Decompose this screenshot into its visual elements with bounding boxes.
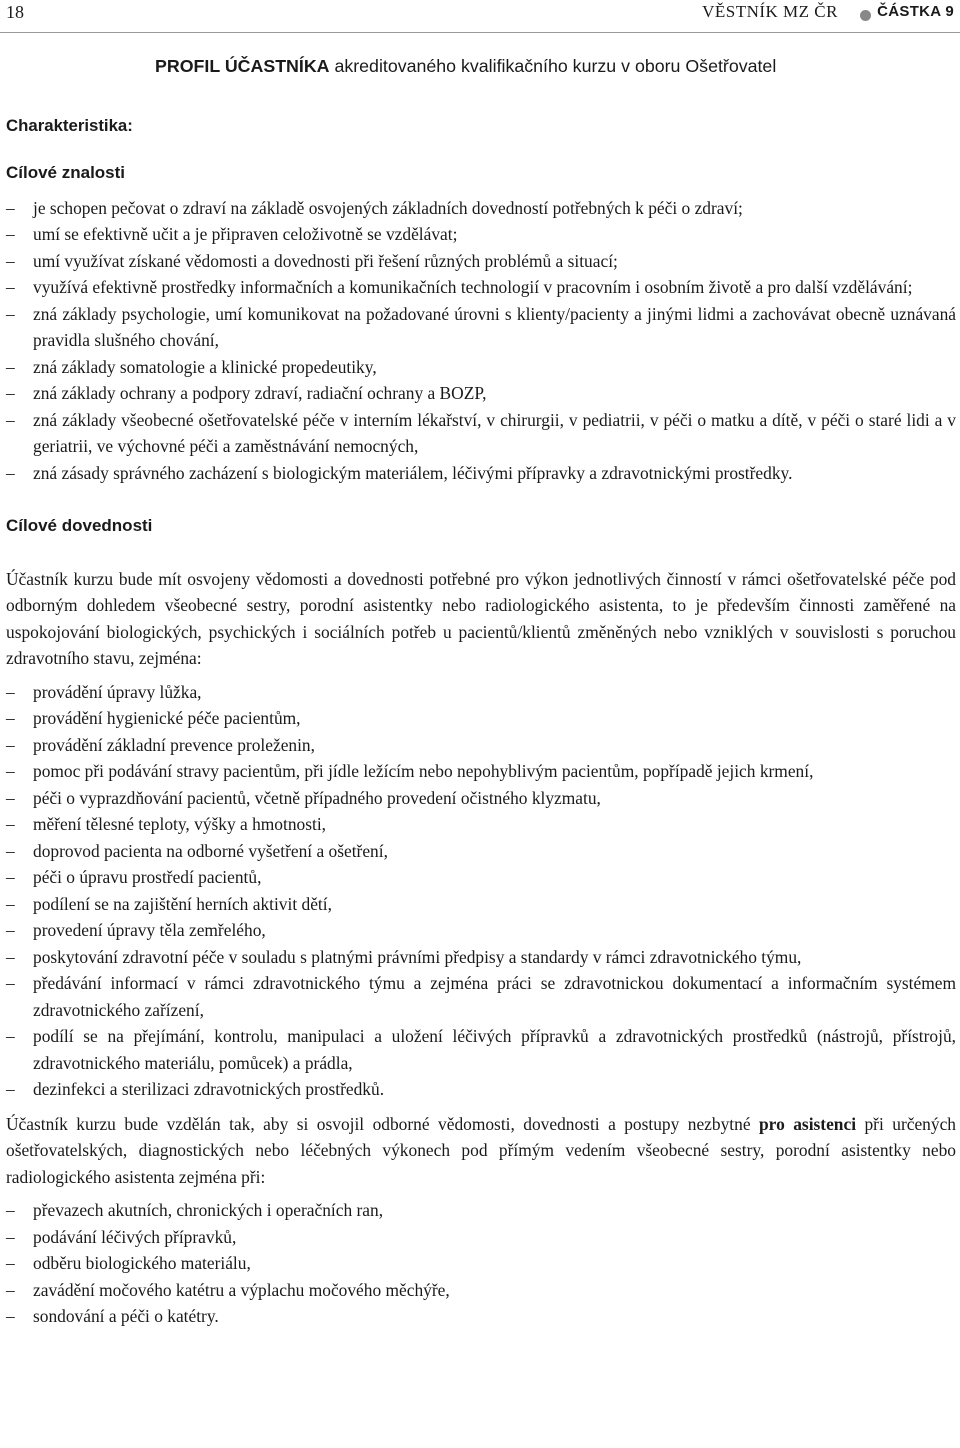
- list-item-text: zná základy psychologie, umí komunikovat na požadované úrovni s klienty/pacienty a jinými lidmi a zachovávat obecně uznávaná pravidla slušného chování,: [33, 303, 956, 350]
- list-item-text: pomoc při podávání stravy pacientům, při jídle ležícím nebo nepohyblivým pacientům, popřípadě jejich krmení,: [33, 761, 814, 781]
- list-item-text: podílení se na zajištění herních aktivit dětí,: [33, 893, 332, 914]
- list-item: [6, 917, 956, 944]
- journal-title: VĚSTNÍK MZ ČR: [702, 2, 838, 21]
- list-item-text: umí využívat získané vědomosti a dovednosti při řešení různých problémů a situací;: [33, 250, 618, 271]
- dash-bullet: –: [6, 867, 15, 887]
- dash-bullet: –: [6, 1253, 15, 1273]
- list-item: [6, 1250, 956, 1277]
- page-number: 18: [6, 2, 24, 22]
- skills-list: [6, 679, 956, 1103]
- list-item: [6, 354, 956, 381]
- dash-bullet: –: [6, 946, 15, 967]
- list-item: [6, 460, 956, 487]
- skills-intro: Účastník kurzu bude mít osvojeny vědomosti a dovednosti potřebné pro výkon jednotlivých činností v rámci ošetřovatelské péče pod odborným dohledem všeobecné sestry, porodní asistentky nebo radiologického asistenta, to je především činnosti zaměřené na uspokojování biologických, psychických i sociálních potřeb u pacientů/klientů změněných nebo vzniklých v souvislosti s poruchou zdravotního stavu, zejména:: [6, 568, 956, 668]
- dash-bullet: –: [6, 1279, 15, 1300]
- list-item-text: zavádění močového katétru a výplachu močového měchýře,: [33, 1279, 450, 1300]
- list-item-text: využívá efektivně prostředky informačních a komunikačních technologií v pracovním i osobním životě a pro další vzdělávání;: [33, 277, 913, 297]
- list-item-text: poskytování zdravotní péče v souladu s platnými právními předpisy a standardy v rámci zdravotnického týmu,: [33, 946, 802, 967]
- list-item: [6, 785, 956, 812]
- dash-bullet: –: [6, 1026, 15, 1046]
- list-item: [6, 1023, 956, 1076]
- knowledge-heading: Cílové znalosti: [6, 163, 126, 182]
- assist-intro-after: při určených ošetřovatelských, diagnostických nebo léčebných výkonech pod přímým vedením všeobecné sestry, porodní asistentky nebo radiologického asistenta zejména při:: [6, 1113, 956, 1187]
- list-item-text: podávání léčivých přípravků,: [33, 1226, 237, 1247]
- dash-bullet: –: [6, 1226, 15, 1247]
- bullet-icon: [860, 10, 871, 21]
- list-item: [6, 758, 956, 785]
- list-item-text: je schopen pečovat o zdraví na základě osvojených základních dovedností potřebných k péči o zdraví;: [33, 197, 743, 218]
- dash-bullet: –: [6, 303, 15, 324]
- dash-bullet: –: [6, 383, 15, 403]
- assist-intro-before: Účastník kurzu bude vzdělán tak, aby si osvojil odborné vědomosti, dovednosti a postupy nezbytné: [6, 1113, 759, 1134]
- list-item: [6, 1303, 956, 1330]
- list-item: [6, 1277, 956, 1304]
- list-item: [6, 970, 956, 1023]
- assist-intro: [6, 1111, 956, 1191]
- assist-intro-bold: pro asistenci: [759, 1113, 857, 1134]
- dash-bullet: –: [6, 356, 15, 377]
- dash-bullet: –: [6, 277, 15, 297]
- list-item: [6, 705, 956, 732]
- list-item-text: umí se efektivně učit a je připraven celoživotně se vzdělávat;: [33, 224, 458, 244]
- dash-bullet: –: [6, 761, 15, 781]
- list-item: [6, 732, 956, 759]
- list-item-text: provedení úpravy těla zemřelého,: [33, 920, 266, 940]
- list-item-text: zná základy všeobecné ošetřovatelské péče v interním lékařství, v chirurgii, v pediatrii, v péči o matku a dítě, v péči o staré lidi a v geriatrii, ve výchovné péči a zaměstnávání nemocných,: [33, 409, 956, 456]
- list-item-text: měření tělesné teploty, výšky a hmotnosti,: [33, 814, 327, 834]
- list-item: [6, 274, 956, 301]
- dash-bullet: –: [6, 787, 15, 808]
- list-item-text: odběru biologického materiálu,: [33, 1253, 251, 1273]
- dash-bullet: –: [6, 920, 15, 940]
- dash-bullet: –: [6, 250, 15, 271]
- page-header: [0, 0, 960, 33]
- list-item-text: provádění úpravy lůžka,: [33, 681, 202, 702]
- list-item-text: péči o vyprazdňování pacientů, včetně případného provedení očistného klyzmatu,: [33, 787, 601, 808]
- list-item: [6, 1224, 956, 1251]
- assist-list: [6, 1197, 956, 1330]
- document-title-rest: akreditovaného kvalifikačního kurzu v oboru Ošetřovatel: [329, 56, 777, 76]
- list-item-text: sondování a péči o katétry.: [33, 1306, 219, 1326]
- list-item: [6, 944, 956, 971]
- document-title-bold: PROFIL ÚČASTNÍKA: [155, 56, 330, 76]
- characteristics-heading: Charakteristika:: [6, 116, 133, 135]
- dash-bullet: –: [6, 814, 15, 834]
- list-item-text: provádění základní prevence proleženin,: [33, 734, 315, 755]
- dash-bullet: –: [6, 224, 15, 244]
- dash-bullet: –: [6, 197, 15, 218]
- dash-bullet: –: [6, 462, 15, 483]
- list-item-text: zná základy ochrany a podpory zdraví, radiační ochrany a BOZP,: [33, 383, 487, 403]
- list-item: [6, 195, 956, 222]
- list-item: [6, 864, 956, 891]
- list-item: [6, 221, 956, 248]
- list-item: [6, 1197, 956, 1224]
- dash-bullet: –: [6, 734, 15, 755]
- list-item: [6, 1076, 956, 1103]
- list-item-text: podílí se na přejímání, kontrolu, manipulaci a uložení léčivých přípravků a zdravotnických prostředků (nástrojů, přístrojů, zdravotnického materiálu, pomůcek) a prádla,: [33, 1026, 956, 1073]
- list-item-text: převazech akutních, chronických i operačních ran,: [33, 1200, 384, 1220]
- list-item: [6, 380, 956, 407]
- document-body: [6, 160, 956, 1330]
- list-item-text: zná základy somatologie a klinické propedeutiky,: [33, 356, 377, 377]
- dash-bullet: –: [6, 840, 15, 861]
- list-item: [6, 248, 956, 275]
- list-item-text: péči o úpravu prostředí pacientů,: [33, 867, 262, 887]
- skills-heading: Cílové dovednosti: [6, 516, 153, 535]
- list-item: [6, 811, 956, 838]
- list-item-text: dezinfekci a sterilizaci zdravotnických prostředků.: [33, 1079, 385, 1099]
- dash-bullet: –: [6, 893, 15, 914]
- issue-label: ČÁSTKA 9: [877, 3, 954, 20]
- dash-bullet: –: [6, 409, 15, 430]
- list-item-text: zná zásady správného zacházení s biologickým materiálem, léčivými přípravky a zdravotnickými prostředky.: [33, 462, 793, 483]
- dash-bullet: –: [6, 1079, 15, 1099]
- dash-bullet: –: [6, 1200, 15, 1220]
- document-title: [155, 56, 776, 77]
- dash-bullet: –: [6, 1306, 15, 1326]
- list-item: [6, 301, 956, 354]
- knowledge-list: [6, 195, 956, 487]
- list-item: [6, 891, 956, 918]
- list-item-text: provádění hygienické péče pacientům,: [33, 708, 301, 728]
- list-item: [6, 838, 956, 865]
- list-item-text: doprovod pacienta na odborné vyšetření a ošetření,: [33, 840, 388, 861]
- dash-bullet: –: [6, 681, 15, 702]
- list-item: [6, 407, 956, 460]
- dash-bullet: –: [6, 973, 15, 993]
- list-item-text: předávání informací v rámci zdravotnického týmu a zejména práci se zdravotnickou dokumentací a informačním systémem zdravotnického zařízení,: [33, 973, 956, 1020]
- dash-bullet: –: [6, 708, 15, 728]
- list-item: [6, 679, 956, 706]
